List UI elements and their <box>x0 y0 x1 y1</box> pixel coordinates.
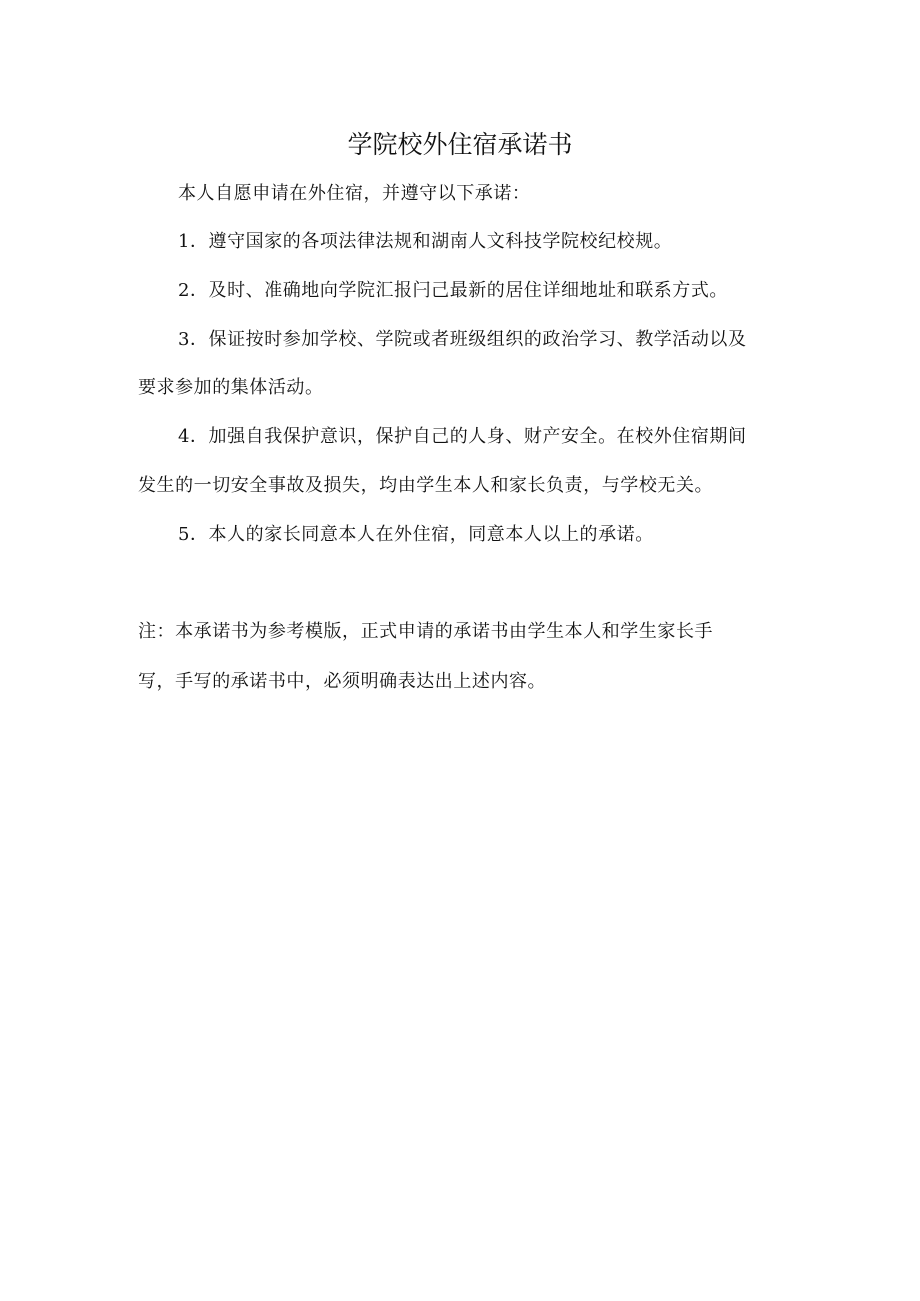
commitment-item-1: 1．遵守国家的各项法律法规和湖南人文科技学院校纪校规。 <box>178 231 673 252</box>
intro-text: 本人自愿申请在外住宿，并遵守以下承诺： <box>178 183 531 204</box>
document-title: 学院校外住宿承诺书 <box>347 130 573 159</box>
commitment-item-2: 2．及时、准确地向学院汇报闩己最新的居住详细地址和联系方式。 <box>178 280 728 301</box>
note-line-1: 注：本承诺书为参考模版，正式申请的承诺书由学生本人和学生家长手 <box>138 621 714 642</box>
note-line-2: 写，手写的承诺书中，必须明确表达出上述内容。 <box>138 671 547 692</box>
commitment-item-3-line-2: 要求参加的集体活动。 <box>138 377 324 398</box>
commitment-item-4-line-1: 4．加强自我保护意识，保护自己的人身、财产安全。在校外住宿期间 <box>178 426 747 447</box>
commitment-item-3-line-1: 3．保证按时参加学校、学院或者班级组织的政治学习、教学活动以及 <box>178 329 747 350</box>
commitment-item-5: 5．本人的家长同意本人在外住宿，同意本人以上的承诺。 <box>178 524 654 545</box>
commitment-item-4-line-2: 发生的一切安全事故及损失，均由学生本人和家长负责，与学校无关。 <box>138 475 714 496</box>
